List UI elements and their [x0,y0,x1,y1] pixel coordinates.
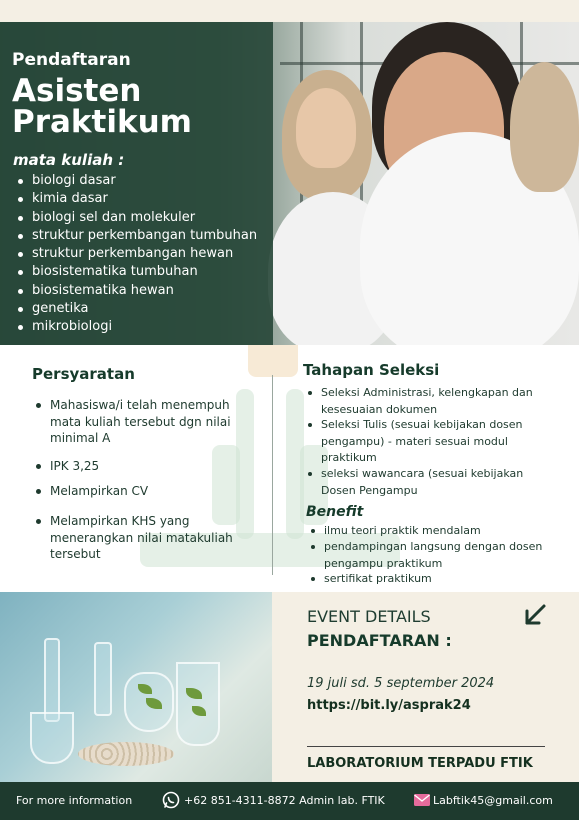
requirement-item: Mahasiswa/i telah menempuh mata kuliah tersebut dgn nilai minimal A [36,397,256,447]
subject-item: genetika [16,300,257,318]
requirements-heading: Persyaratan [32,365,135,383]
subject-item: mikrobiologi [16,318,257,336]
subject-item: biologi dasar [16,172,257,190]
footer [0,782,579,820]
event-details [272,592,579,782]
subjects-list [16,172,257,337]
phone-contact[interactable]: +62 851-4311-8872 Admin lab. FTIK [184,794,385,807]
top-border [0,0,579,22]
pre-title: Pendaftaran [12,50,131,70]
seeds [78,742,174,766]
column-divider [272,375,273,575]
registration-link[interactable]: https://bit.ly/asprak24 [307,698,471,713]
arrow-down-left-icon [520,600,550,630]
requirement-item: IPK 3,25 [36,458,256,475]
selection-item: seleksi wawancara (sesuai kebijakan Dosen Pengampu [308,466,553,499]
hero-section [0,22,579,345]
requirement-item: Melampirkan KHS yang menerangkan nilai matakuliah tersebut [36,513,256,563]
mail-icon [413,792,431,808]
subject-item: biosistematika hewan [16,282,257,300]
watermark-logo [248,345,298,377]
lab-photo [0,592,272,782]
info-section [0,345,579,592]
requirement-item: Melampirkan CV [36,483,256,500]
selection-item: Seleksi Administrasi, kelengkapan dan kesesuaian dokumen [308,385,553,418]
subject-item: struktur perkembangan tumbuhan [16,227,257,245]
subject-item: biosistematika tumbuhan [16,263,257,281]
benefit-heading: Benefit [306,504,364,520]
event-date: 19 juli sd. 5 september 2024 [307,676,495,691]
subject-item: biologi sel dan molekuler [16,209,257,227]
whatsapp-icon [162,791,180,809]
subject-item: kimia dasar [16,190,257,208]
event-subtitle: PENDAFTARAN : [307,631,452,650]
footer-info: For more information [16,794,133,807]
email-contact[interactable]: Labftik45@gmail.com [433,794,553,807]
selection-item: Seleksi Tulis (sesuai kebijakan dosen pengampu) - materi sesuai modul praktikum [308,417,553,467]
benefit-item: pendampingan langsung dengan dosen pengampu praktikum [311,539,564,572]
lab-name: LABORATORIUM TERPADU FTIK [307,756,533,771]
event-title: EVENT DETAILS [307,607,431,626]
main-title: Asisten Praktikum [12,73,192,140]
benefit-item: sertifikat praktikum [311,571,564,588]
subjects-heading: mata kuliah : [13,151,125,169]
selection-heading: Tahapan Seleksi [303,361,440,379]
benefit-item: ilmu teori praktik mendalam [311,523,564,540]
subject-item: struktur perkembangan hewan [16,245,257,263]
divider [307,746,545,747]
